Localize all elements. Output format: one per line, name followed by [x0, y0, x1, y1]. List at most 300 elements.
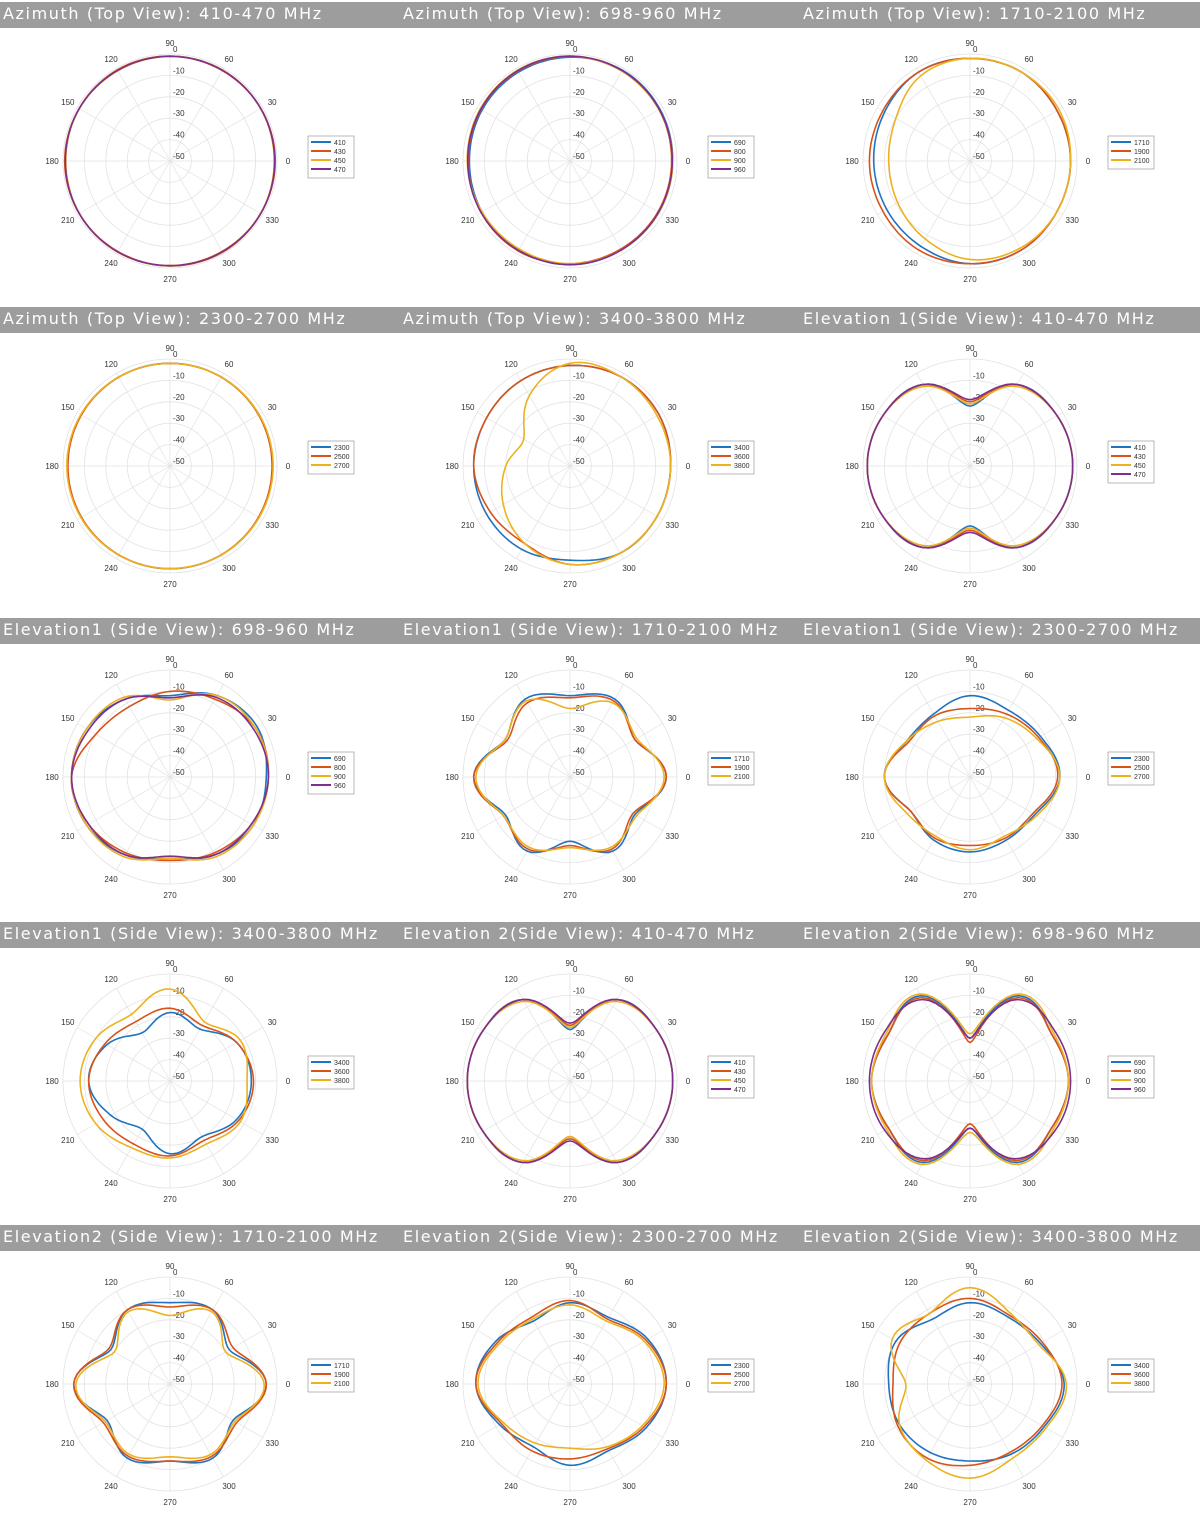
angle-tick-label: 120: [104, 974, 118, 984]
angle-tick-label: 270: [163, 580, 177, 589]
angle-tick-label: 240: [504, 875, 518, 885]
angle-tick-label: 90: [565, 344, 575, 353]
angle-tick-label: 330: [265, 1439, 279, 1448]
angle-tick-label: 180: [845, 157, 859, 166]
angle-tick-label: 330: [1065, 832, 1079, 841]
angle-tick-label: 180: [45, 773, 59, 782]
angle-tick-label: 240: [104, 259, 118, 269]
radial-tick-label: 0: [573, 1268, 578, 1277]
angle-tick-label: 60: [624, 359, 634, 369]
radial-tick-label: -50: [573, 1072, 585, 1081]
angle-tick-label: 60: [1024, 54, 1034, 64]
angle-tick-label: 270: [563, 1498, 577, 1507]
legend-label: 410: [1134, 445, 1146, 452]
radial-tick-label: 0: [173, 1268, 178, 1277]
grid-spoke: [77, 466, 170, 520]
polar-chart-panel: [800, 1225, 1200, 1525]
angle-tick-label: 60: [224, 974, 234, 984]
radial-tick-label: -20: [173, 1310, 185, 1320]
radial-tick-label: 0: [573, 350, 578, 359]
grid-spoke: [517, 777, 571, 870]
chart-title: Elevation1 (Side View): 2300-2700 MHz: [803, 620, 1179, 639]
grid-spoke: [570, 1081, 624, 1174]
radial-tick-label: -40: [573, 435, 585, 445]
angle-tick-label: 240: [904, 259, 918, 269]
grid-spoke: [170, 161, 224, 254]
angle-tick-label: 30: [1067, 714, 1077, 723]
angle-tick-label: 0: [1085, 773, 1091, 782]
radial-tick-label: -10: [573, 986, 585, 996]
legend-label: 1710: [1134, 140, 1150, 147]
angle-tick-label: 90: [565, 959, 575, 968]
angle-tick-label: 180: [445, 1077, 459, 1086]
angle-tick-label: 180: [45, 1380, 59, 1389]
angle-tick-label: 330: [665, 832, 679, 841]
radial-tick-label: -20: [573, 87, 585, 97]
radial-tick-label: -10: [173, 1289, 185, 1299]
grid-spoke: [117, 161, 171, 254]
angle-tick-label: 300: [222, 1482, 236, 1492]
grid-spoke: [877, 413, 970, 467]
angle-tick-label: 240: [104, 1482, 118, 1492]
angle-tick-label: 300: [622, 1482, 636, 1492]
angle-tick-label: 180: [845, 773, 859, 782]
grid-spoke: [877, 777, 970, 831]
radial-tick-label: -40: [973, 1353, 985, 1363]
angle-tick-label: 270: [163, 1498, 177, 1507]
radial-tick-label: 0: [573, 45, 578, 54]
chart-title: Azimuth (Top View): 2300-2700 MHz: [3, 309, 347, 328]
radial-tick-label: -50: [973, 457, 985, 466]
angle-tick-label: 210: [861, 832, 875, 841]
radial-tick-label: -20: [173, 1007, 185, 1017]
angle-tick-label: 120: [904, 1277, 918, 1287]
grid-spoke: [917, 161, 971, 254]
legend-label: 1900: [1134, 149, 1150, 156]
chart-title: Elevation 2(Side View): 2300-2700 MHz: [403, 1227, 779, 1246]
angle-tick-label: 150: [861, 403, 875, 412]
angle-tick-label: 60: [624, 1277, 634, 1287]
legend-label: 450: [334, 158, 346, 165]
legend-label: 470: [734, 1087, 746, 1094]
grid-spoke: [877, 466, 970, 520]
angle-tick-label: 210: [861, 1136, 875, 1145]
angle-tick-label: 330: [265, 216, 279, 225]
grid-spoke: [117, 373, 171, 466]
polar-plot: [800, 950, 1200, 1222]
polar-chart-panel: [400, 1225, 800, 1525]
angle-tick-label: 90: [965, 655, 975, 664]
polar-chart-panel: [800, 922, 1200, 1222]
angle-tick-label: 270: [163, 1195, 177, 1204]
angle-tick-label: 180: [845, 462, 859, 471]
angle-tick-label: 120: [104, 670, 118, 680]
grid-spoke: [477, 466, 570, 520]
chart-title: Elevation 2(Side View): 3400-3800 MHz: [803, 1227, 1179, 1246]
angle-tick-label: 240: [904, 875, 918, 885]
angle-tick-label: 240: [104, 1179, 118, 1189]
polar-chart-panel: [400, 922, 800, 1222]
radial-tick-label: -50: [173, 1375, 185, 1384]
radial-tick-label: -40: [573, 130, 585, 140]
legend-label: 3800: [1134, 1381, 1150, 1388]
grid-spoke: [570, 466, 624, 559]
angle-tick-label: 60: [624, 974, 634, 984]
legend-label: 450: [1134, 463, 1146, 470]
angle-tick-label: 30: [267, 1321, 277, 1330]
radial-tick-label: -30: [573, 1029, 585, 1039]
radial-tick-label: -30: [973, 1332, 985, 1342]
angle-tick-label: 300: [222, 875, 236, 885]
polar-plot: [800, 335, 1200, 607]
angle-tick-label: 120: [504, 974, 518, 984]
angle-tick-label: 300: [222, 259, 236, 269]
angle-tick-label: 0: [1085, 157, 1091, 166]
grid-spoke: [517, 1384, 571, 1477]
angle-tick-label: 180: [845, 1380, 859, 1389]
radial-tick-label: -50: [973, 1375, 985, 1384]
angle-tick-label: 150: [861, 714, 875, 723]
angle-tick-label: 240: [504, 1179, 518, 1189]
angle-tick-label: 330: [665, 216, 679, 225]
radial-tick-label: -10: [973, 1289, 985, 1299]
grid-spoke: [170, 466, 224, 559]
legend-label: 3600: [1134, 1372, 1150, 1379]
angle-tick-label: 150: [461, 1018, 475, 1027]
radial-tick-label: -40: [973, 746, 985, 756]
radial-tick-label: -50: [573, 457, 585, 466]
grid-spoke: [477, 161, 570, 215]
angle-tick-label: 60: [224, 359, 234, 369]
angle-tick-label: 150: [61, 403, 75, 412]
grid-spoke: [77, 777, 170, 831]
grid-spoke: [517, 68, 571, 161]
legend-label: 450: [734, 1078, 746, 1085]
angle-tick-label: 90: [965, 39, 975, 48]
grid-spoke: [77, 724, 170, 778]
legend-label: 690: [334, 756, 346, 763]
radial-tick-label: -30: [173, 725, 185, 735]
angle-tick-label: 240: [504, 259, 518, 269]
radial-tick-label: -10: [173, 682, 185, 692]
grid-spoke: [117, 466, 171, 559]
radial-tick-label: -10: [573, 682, 585, 692]
polar-chart-panel: [800, 2, 1200, 302]
angle-tick-label: 60: [224, 54, 234, 64]
grid-spoke: [917, 777, 971, 870]
chart-title: Elevation2 (Side View): 1710-2100 MHz: [3, 1227, 379, 1246]
angle-tick-label: 30: [1067, 1018, 1077, 1027]
angle-tick-label: 60: [1024, 1277, 1034, 1287]
grid-spoke: [970, 777, 1024, 870]
radial-tick-label: 0: [173, 350, 178, 359]
grid-spoke: [917, 1384, 971, 1477]
radial-tick-label: -10: [173, 986, 185, 996]
radial-tick-label: -10: [973, 682, 985, 692]
grid-spoke: [970, 1081, 1024, 1174]
radial-tick-label: -40: [173, 1050, 185, 1060]
legend-label: 960: [734, 167, 746, 174]
angle-tick-label: 210: [461, 1136, 475, 1145]
angle-tick-label: 120: [504, 1277, 518, 1287]
angle-tick-label: 270: [563, 580, 577, 589]
radial-tick-label: -10: [173, 371, 185, 381]
polar-plot: [800, 30, 1200, 302]
legend-label: 2300: [1134, 756, 1150, 763]
polar-plot: [0, 646, 400, 918]
radial-tick-label: -20: [173, 392, 185, 402]
angle-tick-label: 300: [222, 564, 236, 574]
radial-tick-label: -40: [573, 746, 585, 756]
angle-tick-label: 330: [1065, 1439, 1079, 1448]
angle-tick-label: 0: [285, 1077, 291, 1086]
radial-tick-label: -50: [173, 457, 185, 466]
angle-tick-label: 30: [267, 403, 277, 412]
radial-tick-label: -20: [973, 1007, 985, 1017]
legend-label: 800: [1134, 1069, 1146, 1076]
legend-label: 3400: [734, 445, 750, 452]
angle-tick-label: 150: [461, 1321, 475, 1330]
legend-label: 1900: [334, 1372, 350, 1379]
angle-tick-label: 330: [265, 521, 279, 530]
radial-tick-label: -50: [173, 152, 185, 161]
angle-tick-label: 210: [461, 1439, 475, 1448]
legend-label: 800: [734, 149, 746, 156]
polar-plot: [0, 950, 400, 1222]
radial-tick-label: -40: [573, 1353, 585, 1363]
angle-tick-label: 150: [461, 403, 475, 412]
angle-tick-label: 270: [163, 275, 177, 284]
grid-spoke: [517, 1081, 571, 1174]
polar-plot: [400, 335, 800, 607]
angle-tick-label: 180: [845, 1077, 859, 1086]
angle-tick-label: 120: [504, 670, 518, 680]
radial-tick-label: -40: [173, 130, 185, 140]
radial-tick-label: -40: [573, 1050, 585, 1060]
grid-spoke: [877, 1081, 970, 1135]
radial-tick-label: -40: [973, 1050, 985, 1060]
radial-tick-label: -50: [973, 152, 985, 161]
legend-label: 430: [734, 1069, 746, 1076]
legend-label: 2100: [1134, 158, 1150, 165]
angle-tick-label: 300: [1022, 875, 1036, 885]
grid-spoke: [877, 724, 970, 778]
angle-tick-label: 0: [685, 462, 691, 471]
angle-tick-label: 90: [165, 1262, 175, 1271]
angle-tick-label: 300: [622, 259, 636, 269]
angle-tick-label: 30: [1067, 1321, 1077, 1330]
angle-tick-label: 150: [461, 98, 475, 107]
radial-tick-label: -10: [973, 371, 985, 381]
radial-tick-label: -40: [173, 746, 185, 756]
legend-label: 2500: [734, 1372, 750, 1379]
angle-tick-label: 210: [461, 832, 475, 841]
grid-spoke: [477, 724, 570, 778]
radial-tick-label: -10: [573, 371, 585, 381]
grid-spoke: [570, 161, 663, 215]
angle-tick-label: 60: [224, 670, 234, 680]
legend-label: 960: [334, 783, 346, 790]
angle-tick-label: 30: [667, 1018, 677, 1027]
angle-tick-label: 210: [861, 216, 875, 225]
angle-tick-label: 30: [267, 1018, 277, 1027]
polar-chart-panel: [0, 618, 400, 918]
polar-chart-panel: [0, 1225, 400, 1525]
angle-tick-label: 210: [61, 1136, 75, 1145]
radial-tick-label: -40: [973, 130, 985, 140]
angle-tick-label: 30: [667, 714, 677, 723]
legend-label: 430: [334, 149, 346, 156]
angle-tick-label: 60: [224, 1277, 234, 1287]
radial-tick-label: -20: [973, 392, 985, 402]
polar-plot: [800, 646, 1200, 918]
radial-tick-label: -10: [973, 986, 985, 996]
angle-tick-label: 90: [165, 39, 175, 48]
radial-tick-label: -20: [573, 703, 585, 713]
angle-tick-label: 60: [624, 54, 634, 64]
angle-tick-label: 270: [563, 1195, 577, 1204]
legend-label: 3400: [1134, 1363, 1150, 1370]
angle-tick-label: 90: [165, 959, 175, 968]
radial-tick-label: -20: [973, 87, 985, 97]
angle-tick-label: 0: [685, 1077, 691, 1086]
radial-tick-label: -30: [573, 109, 585, 119]
angle-tick-label: 0: [1085, 1077, 1091, 1086]
chart-title: Azimuth (Top View): 1710-2100 MHz: [803, 4, 1147, 23]
angle-tick-label: 210: [861, 1439, 875, 1448]
angle-tick-label: 0: [685, 157, 691, 166]
angle-tick-label: 180: [445, 157, 459, 166]
legend-label: 3800: [734, 463, 750, 470]
grid-spoke: [77, 1028, 170, 1082]
angle-tick-label: 60: [1024, 359, 1034, 369]
radial-tick-label: -50: [173, 768, 185, 777]
radial-tick-label: -10: [973, 66, 985, 76]
angle-tick-label: 150: [61, 1018, 75, 1027]
angle-tick-label: 210: [61, 1439, 75, 1448]
grid-spoke: [970, 1384, 1063, 1438]
angle-tick-label: 210: [61, 521, 75, 530]
grid-spoke: [77, 161, 170, 215]
grid-spoke: [170, 1081, 263, 1135]
angle-tick-label: 30: [267, 714, 277, 723]
angle-tick-label: 30: [667, 403, 677, 412]
angle-tick-label: 120: [104, 54, 118, 64]
polar-plot: [0, 1253, 400, 1525]
angle-tick-label: 150: [861, 1018, 875, 1027]
polar-chart-panel: [800, 307, 1200, 607]
radial-tick-label: -10: [573, 66, 585, 76]
legend-label: 430: [1134, 454, 1146, 461]
angle-tick-label: 150: [61, 1321, 75, 1330]
legend-label: 3800: [334, 1078, 350, 1085]
angle-tick-label: 90: [565, 39, 575, 48]
polar-chart-panel: [400, 618, 800, 918]
polar-plot: [0, 335, 400, 607]
angle-tick-label: 330: [265, 832, 279, 841]
legend-label: 690: [1134, 1060, 1146, 1067]
angle-tick-label: 270: [563, 275, 577, 284]
polar-chart-panel: [400, 307, 800, 607]
angle-tick-label: 270: [963, 580, 977, 589]
radial-tick-label: -20: [173, 87, 185, 97]
angle-tick-label: 240: [904, 1179, 918, 1189]
angle-tick-label: 90: [165, 344, 175, 353]
radial-tick-label: -10: [173, 66, 185, 76]
angle-tick-label: 180: [45, 157, 59, 166]
angle-tick-label: 180: [445, 462, 459, 471]
grid-spoke: [117, 68, 171, 161]
radial-tick-label: -20: [573, 1007, 585, 1017]
angle-tick-label: 0: [285, 462, 291, 471]
angle-tick-label: 90: [965, 1262, 975, 1271]
polar-chart-panel: [0, 307, 400, 607]
radial-tick-label: -50: [973, 768, 985, 777]
legend-label: 1900: [734, 765, 750, 772]
radial-tick-label: -40: [173, 1353, 185, 1363]
angle-tick-label: 330: [665, 521, 679, 530]
angle-tick-label: 180: [445, 1380, 459, 1389]
grid-spoke: [170, 777, 224, 870]
radial-tick-label: 0: [173, 661, 178, 670]
grid-spoke: [917, 988, 971, 1081]
legend-label: 2500: [1134, 765, 1150, 772]
radial-tick-label: -20: [573, 392, 585, 402]
angle-tick-label: 210: [861, 521, 875, 530]
radial-tick-label: -20: [173, 703, 185, 713]
radial-tick-label: -40: [173, 435, 185, 445]
angle-tick-label: 300: [1022, 259, 1036, 269]
radial-tick-label: 0: [973, 1268, 978, 1277]
legend-label: 690: [734, 140, 746, 147]
angle-tick-label: 270: [963, 1498, 977, 1507]
grid-spoke: [170, 466, 263, 520]
angle-tick-label: 270: [963, 275, 977, 284]
grid-spoke: [970, 161, 1063, 215]
radial-tick-label: 0: [173, 45, 178, 54]
angle-tick-label: 210: [461, 216, 475, 225]
angle-tick-label: 240: [104, 875, 118, 885]
grid-spoke: [877, 1028, 970, 1082]
radial-tick-label: -30: [973, 109, 985, 119]
chart-title: Azimuth (Top View): 3400-3800 MHz: [403, 309, 747, 328]
angle-tick-label: 150: [861, 1321, 875, 1330]
polar-plot: [0, 30, 400, 302]
radial-tick-label: -30: [973, 1029, 985, 1039]
radial-tick-label: 0: [573, 965, 578, 974]
angle-tick-label: 300: [1022, 564, 1036, 574]
angle-tick-label: 120: [904, 359, 918, 369]
grid-spoke: [477, 1331, 570, 1385]
polar-plot: [400, 1253, 800, 1525]
angle-tick-label: 240: [904, 1482, 918, 1492]
legend-label: 2500: [334, 454, 350, 461]
angle-tick-label: 30: [1067, 98, 1077, 107]
legend-label: 900: [1134, 1078, 1146, 1085]
angle-tick-label: 270: [963, 891, 977, 900]
radial-tick-label: -30: [973, 414, 985, 424]
angle-tick-label: 330: [665, 1136, 679, 1145]
legend-label: 800: [334, 765, 346, 772]
chart-title: Azimuth (Top View): 410-470 MHz: [3, 4, 323, 23]
chart-title: Elevation1 (Side View): 698-960 MHz: [3, 620, 356, 639]
angle-tick-label: 180: [445, 773, 459, 782]
angle-tick-label: 90: [565, 1262, 575, 1271]
angle-tick-label: 30: [667, 1321, 677, 1330]
angle-tick-label: 0: [1085, 462, 1091, 471]
grid-spoke: [77, 108, 170, 162]
legend-label: 900: [734, 158, 746, 165]
